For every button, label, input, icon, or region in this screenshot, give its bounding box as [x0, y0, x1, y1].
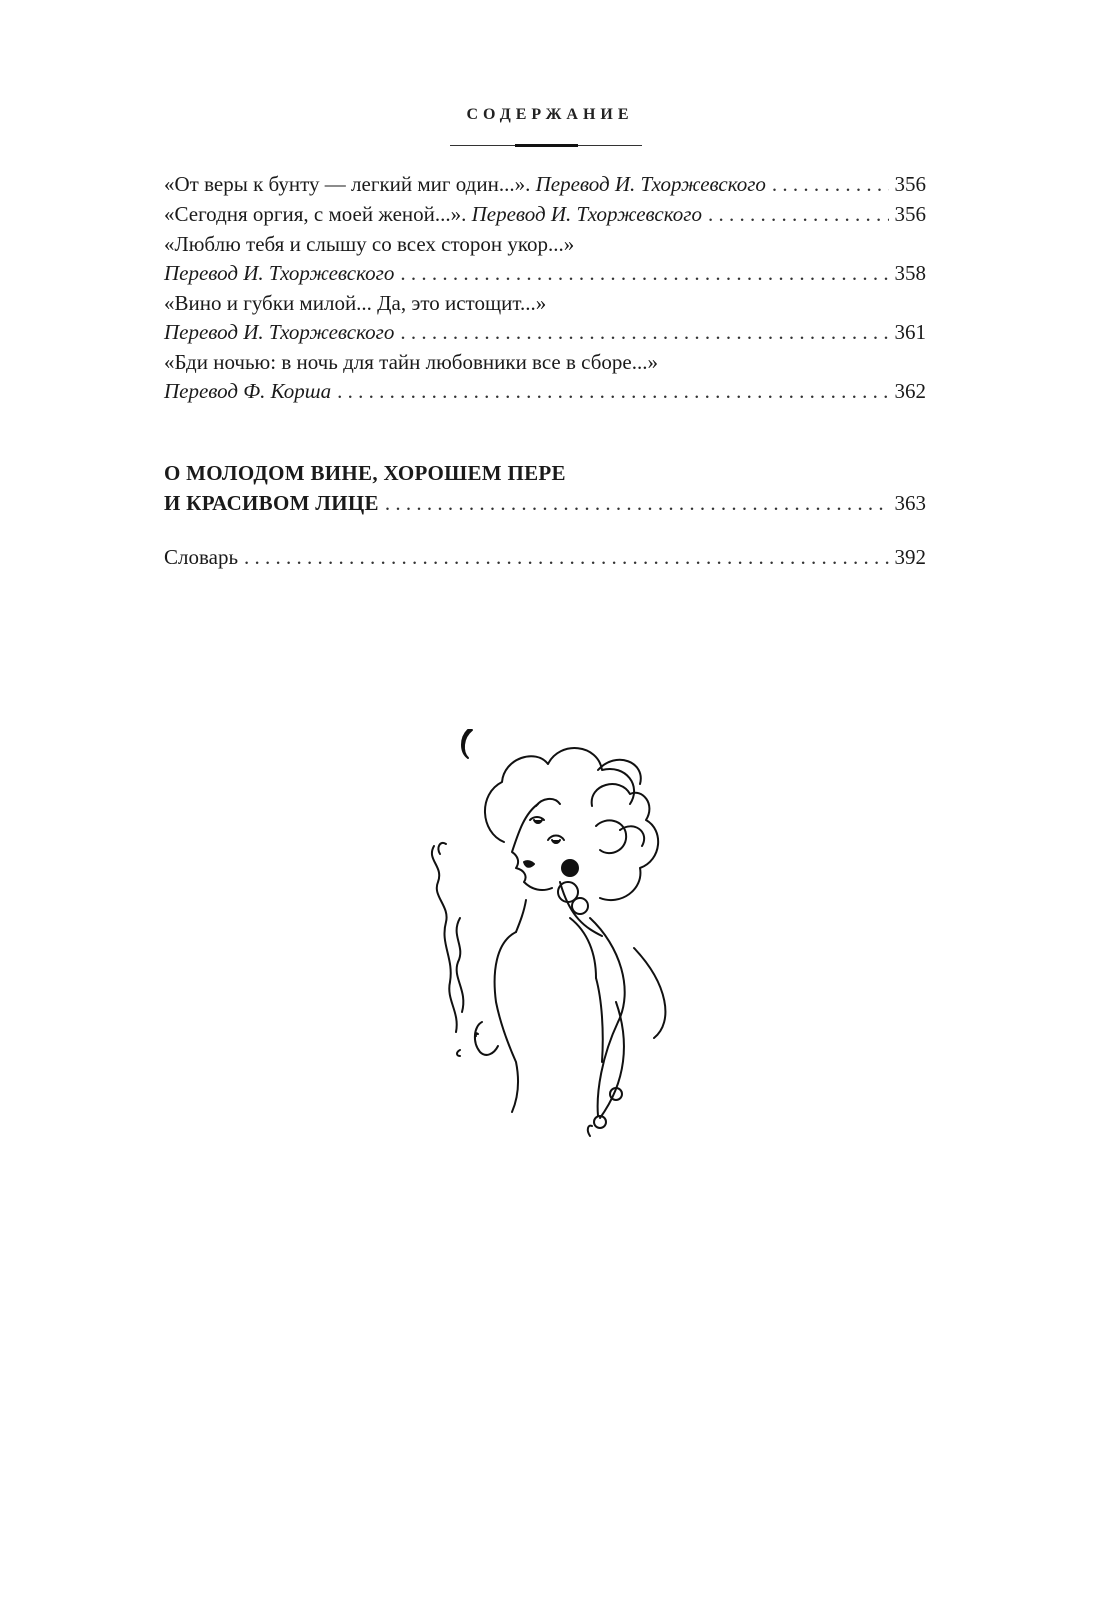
leader-dots	[400, 259, 888, 288]
running-header	[0, 106, 1100, 124]
toc-section-entry[interactable]	[164, 458, 926, 518]
entry-title: «Сегодня оргия, с моей женой...».	[164, 202, 467, 226]
glossary-label: Словарь	[164, 545, 239, 569]
woman-line-drawing	[420, 722, 680, 1142]
entry-translator: Перевод И. Тхоржевского	[164, 261, 395, 285]
leader-dots	[708, 200, 889, 229]
glossary-page: 392	[894, 545, 926, 569]
toc-entry[interactable]	[164, 348, 926, 406]
leader-dots	[337, 377, 888, 406]
toc-glossary-entry[interactable]	[164, 542, 926, 572]
header-rule-accent	[515, 144, 578, 147]
entry-page: 356	[894, 172, 926, 196]
entry-translator: Перевод И. Тхоржевского	[535, 172, 766, 196]
section-title-line2: И КРАСИВОМ ЛИЦЕ	[164, 491, 379, 515]
toc-entry[interactable]	[164, 170, 926, 199]
leader-dots	[244, 542, 888, 572]
toc-entry[interactable]	[164, 230, 926, 288]
toc-entry[interactable]	[164, 289, 926, 347]
entry-title: «От веры к бунту — легкий миг один...».	[164, 172, 531, 196]
toc-entry[interactable]	[164, 200, 926, 229]
entry-title: «Люблю тебя и слышу со всех сторон укор...»	[164, 232, 575, 256]
entry-title: «Бди ночью: в ночь для тайн любовники все в сборе...»	[164, 350, 658, 374]
entry-page: 356	[894, 202, 926, 226]
section-page: 363	[894, 491, 926, 515]
entry-translator: Перевод И. Тхоржевского	[471, 202, 702, 226]
entry-page: 361	[894, 320, 926, 344]
section-title-line1: О МОЛОДОМ ВИНЕ, ХОРОШЕМ ПЕРЕ	[164, 461, 566, 485]
entry-title: «Вино и губки милой... Да, это истощит...»	[164, 291, 547, 315]
leader-dots	[400, 318, 888, 347]
entry-page: 362	[894, 379, 926, 403]
entry-translator: Перевод И. Тхоржевского	[164, 320, 395, 344]
entry-page: 358	[894, 261, 926, 285]
leader-dots	[772, 170, 889, 199]
leader-dots	[385, 488, 889, 518]
page-title: СОДЕРЖАНИЕ	[466, 106, 634, 123]
entry-translator: Перевод Ф. Корша	[164, 379, 332, 403]
toc-list	[164, 170, 926, 406]
